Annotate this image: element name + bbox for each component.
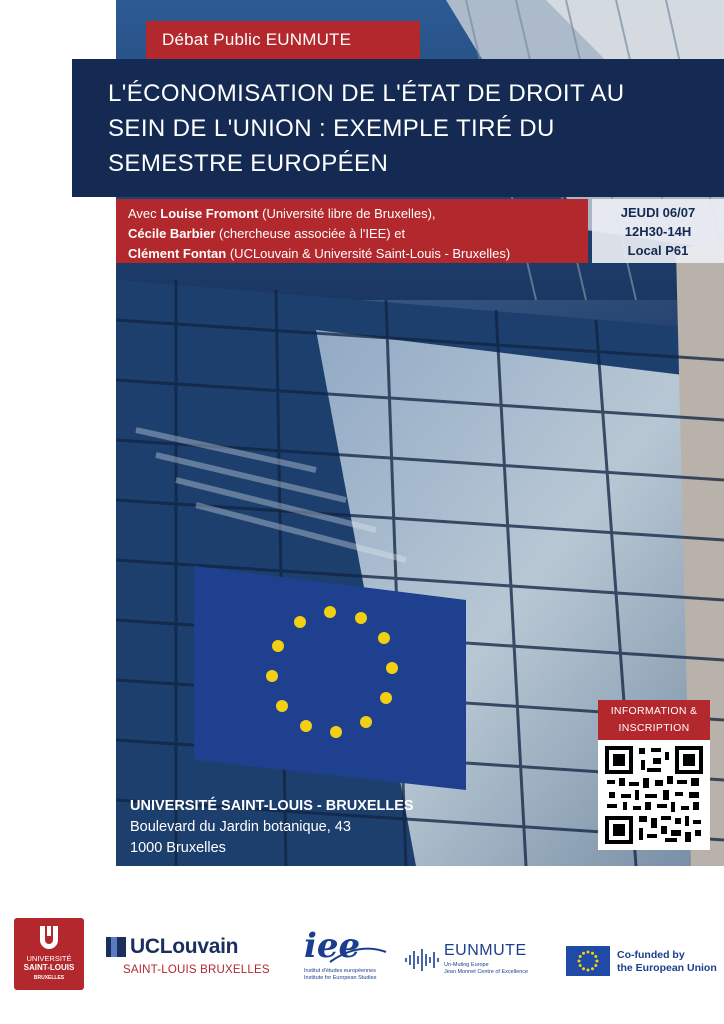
uclouvain-name: UCLouvain bbox=[130, 935, 239, 958]
registration-label bbox=[598, 700, 710, 740]
iee-name-en: Institute for European Studies bbox=[304, 975, 377, 981]
eunmute-logo bbox=[404, 940, 544, 984]
speaker-affiliation-1: (Université libre de Bruxelles), bbox=[258, 206, 436, 221]
event-room: Local P61 bbox=[627, 243, 689, 258]
eunmute-name: EUNMUTE bbox=[444, 942, 527, 959]
iee-name-fr: Institut d'études européennes bbox=[304, 968, 376, 974]
uclouvain-mark-accent bbox=[111, 937, 117, 957]
eu-cofunded-line1: Co-funded by bbox=[617, 949, 685, 961]
speaker-affiliation-2: (chercheuse associée à l'IEE) et bbox=[215, 226, 406, 241]
event-type-badge: Débat Public EUNMUTE bbox=[146, 21, 420, 59]
iee-wordmark: iee bbox=[304, 926, 361, 966]
usl-line3: BRUXELLES bbox=[33, 975, 65, 981]
speaker-name-2: Cécile Barbier bbox=[128, 226, 216, 241]
eu-flag-stars bbox=[566, 946, 610, 976]
usl-logo bbox=[14, 918, 84, 990]
venue-city: 1000 Bruxelles bbox=[130, 840, 226, 856]
speaker-affiliation-3: (UCLouvain & Université Saint-Louis - Bruxelles) bbox=[226, 246, 511, 261]
eunmute-desc2: Jean Monnet Centre of Excellence bbox=[444, 969, 529, 975]
eunmute-soundwave-icon bbox=[404, 948, 440, 972]
eu-cofunded-line2: the European Union bbox=[617, 962, 717, 974]
venue-street: Boulevard du Jardin botanique, 43 bbox=[130, 819, 351, 835]
venue-name: UNIVERSITÉ SAINT-LOUIS - BRUXELLES bbox=[130, 798, 414, 814]
usl-emblem-icon bbox=[38, 926, 60, 952]
iee-swoosh-icon bbox=[328, 946, 388, 966]
page-title: L'ÉCONOMISATION DE L'ÉTAT DE DROIT AU SEIN DE L'UNION : EXEMPLE TIRÉ DU SEMESTRE EUROPÉEN bbox=[108, 80, 625, 177]
event-details bbox=[592, 199, 724, 263]
speakers-box bbox=[116, 199, 588, 263]
event-time: 12H30-14H bbox=[624, 224, 692, 239]
event-date: JEUDI 06/07 bbox=[620, 205, 696, 220]
speaker-name-1: Louise Fromont bbox=[160, 206, 259, 221]
speaker-name-3: Clément Fontan bbox=[128, 246, 227, 261]
registration-qr-code[interactable] bbox=[598, 740, 710, 850]
eu-cofunded-logo bbox=[566, 946, 722, 978]
uclouvain-subtitle: SAINT-LOUIS BRUXELLES bbox=[123, 964, 270, 976]
uclouvain-logo bbox=[106, 934, 286, 978]
speakers-intro: Avec bbox=[128, 206, 161, 221]
registration-label-line1: INFORMATION & bbox=[610, 705, 698, 717]
qr-code-icon bbox=[605, 746, 703, 844]
usl-line1: UNIVERSITÉ bbox=[26, 954, 72, 963]
iee-logo bbox=[298, 928, 394, 986]
registration-label-line2: INSCRIPTION bbox=[618, 722, 690, 734]
usl-line2: SAINT-LOUIS bbox=[23, 963, 75, 972]
venue-address bbox=[130, 796, 414, 859]
eunmute-desc1: Un-Muting Europe bbox=[444, 962, 489, 968]
eu-flag-icon bbox=[566, 946, 610, 976]
